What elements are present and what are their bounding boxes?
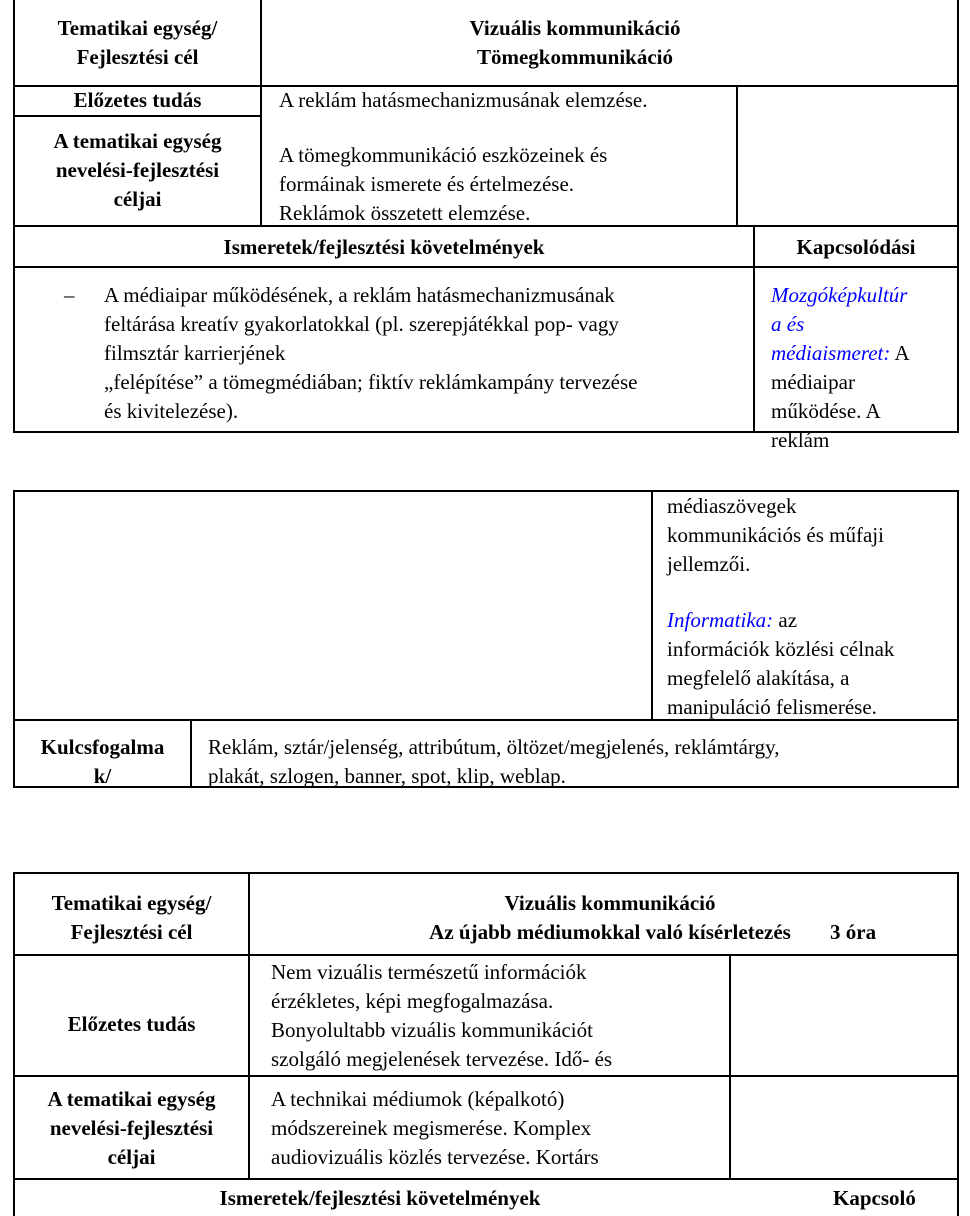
connections-continued: médiaszövegek kommunikációs és műfaji jellemzői. [667,494,884,576]
goals-label: A tematikai egység nevelési-fejlesztési céljai [53,129,222,211]
header-label-thematic: Tematikai egység/ Fejlesztési cél [57,16,218,69]
prior-knowledge-text: A reklám hatásmechanizmusának elemzése. [279,88,648,112]
hours-badge: 3 óra [830,920,877,944]
subject-media-literacy: Mozgóképkultúr [771,283,908,307]
requirements-text: A médiaipar működésének, a reklám hatásmechanizmusának feltárása kreatív gyakorlatokkal (pl. szerepjátékkal pop- vagy filmsztár karrierjének „felépítése” a tömegmédiában; fiktív reklámkampány tervezése és kivitelezése). [104,283,638,423]
key-concepts-label: Kulcsfogalma k/ [40,735,165,788]
connections-header: Kapcsolódási [796,235,916,259]
requirements-header-2: Ismeretek/fejlesztési követelmények [219,1186,541,1210]
key-concepts-text: Reklám, sztár/jelenség, attribútum, öltözet/megjelenés, reklámtárgy, plakát, szlogen, banner, spot, klip, weblap. [208,735,780,788]
header-label-thematic-2: Tematikai egység/ Fejlesztési cél [51,891,212,944]
goals-text-2: A technikai médiumok (képalkotó) módszereinek megismerése. Komplex audiovizuális közlés tervezése. Kortárs [271,1087,599,1169]
unit-title: Vizuális kommunikáció Tömegkommunikáció [469,16,681,69]
goals-label-2: A tematikai egység nevelési-fejlesztési céljai [47,1087,216,1169]
subject-informatics: Informatika: [667,608,774,632]
connections-header-2: Kapcsoló [833,1186,916,1210]
prior-knowledge-label: Előzetes tudás [73,88,202,112]
prior-knowledge-text-2: Nem vizuális természetű információk érzékletes, képi megfogalmazása. Bonyolultabb vizuális kommunikációt szolgáló megjelenések tervezése. Idő- és [271,960,613,1071]
unit-title-2: Vizuális kommunikáció Az újabb médiumokkal való kísérletezés [429,891,791,944]
requirements-header: Ismeretek/fejlesztési követelmények [223,235,545,259]
connections-cell: Mozgóképkultúr a és médiaismeret: A médiaipar működése. A reklám [771,283,910,452]
prior-knowledge-label-2: Előzetes tudás [67,1012,196,1036]
list-bullet: – [64,283,75,307]
goals-text: A tömegkommunikáció eszközeinek és formáinak ismerete és értelmezése. Reklámok összetett elemzése. [279,143,608,225]
informatics-connection: Informatika: az információk közlési célnak megfelelő alakítása, a manipuláció felismerése. [667,608,895,719]
